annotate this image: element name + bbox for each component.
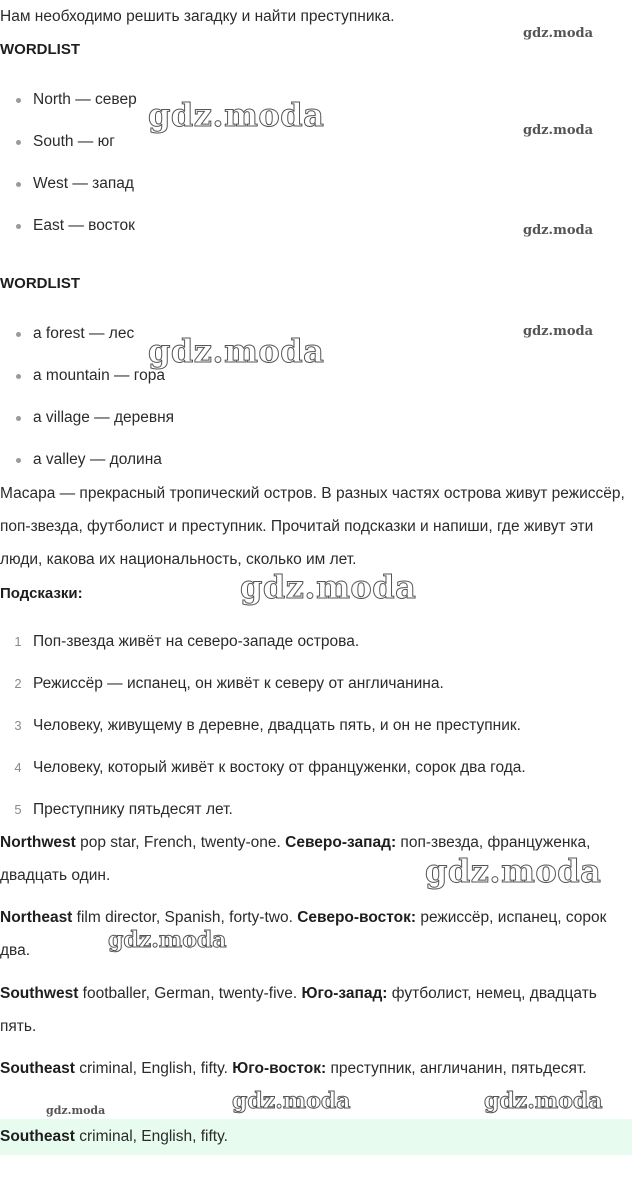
watermark: gdz.moda bbox=[240, 568, 417, 606]
watermark: gdz.moda bbox=[484, 1088, 603, 1114]
answer-paragraph: Northwest pop star, French, twenty-one. Северо-запад: поп-звезда, француженка, двадцать один. bbox=[0, 834, 591, 884]
bullet-icon bbox=[16, 458, 21, 463]
watermark: gdz.moda bbox=[148, 96, 325, 134]
task-text: Масара — прекрасный тропический остров. В разных частях острова живут режиссёр, поп-звезда, футболист и преступник. Прочитай подсказки и напиши, где живут эти люди, какова их национальность, сколько им лет. bbox=[0, 485, 625, 568]
watermark: gdz.moda bbox=[523, 324, 594, 339]
wordlist-heading-1: WORDLIST bbox=[0, 41, 80, 58]
watermark: gdz.moda bbox=[46, 1104, 106, 1117]
bullet-icon bbox=[16, 140, 21, 145]
answer-paragraph: Southwest footballer, German, twenty-five. Юго-запад: футболист, немец, двадцать пять. bbox=[0, 985, 597, 1035]
bullet-icon bbox=[16, 224, 21, 229]
watermark: gdz.moda bbox=[523, 223, 594, 238]
wordlist-heading-2: WORDLIST bbox=[0, 275, 80, 292]
watermark: gdz.moda bbox=[232, 1088, 351, 1114]
answer-paragraph: Southeast criminal, English, fifty. Юго-восток: преступник, англичанин, пятьдесят. bbox=[0, 1060, 587, 1077]
clues-heading: Подсказки: bbox=[0, 585, 83, 602]
bullet-icon bbox=[16, 98, 21, 103]
bullet-icon bbox=[16, 182, 21, 187]
bullet-icon bbox=[16, 416, 21, 421]
answer-paragraph: Northeast film director, Spanish, forty-two. Северо-восток: режиссёр, испанец, сорок два. bbox=[0, 909, 607, 959]
watermark: gdz.moda bbox=[425, 852, 602, 890]
bullet-icon bbox=[16, 374, 21, 379]
highlighted-answer: Southeast criminal, English, fifty. bbox=[0, 1119, 632, 1155]
watermark: gdz.moda bbox=[108, 927, 227, 953]
bullet-icon bbox=[16, 332, 21, 337]
watermark: gdz.moda bbox=[523, 123, 594, 138]
intro-text: Нам необходимо решить загадку и найти преступника. bbox=[0, 8, 395, 25]
watermark: gdz.moda bbox=[148, 332, 325, 370]
solution-page: Нам необходимо решить загадку и найти преступника. WORDLIST North — север South — юг West — запад East — восток WORDLIST a forest — лес a mountain — гора a village — деревня a valley — долина Масара — прекрасный тропический остров. В разных частях острова живут режиссёр, поп-звезда, футболист и преступник. Прочитай подсказки и напиши, где живут эти люди, какова их национальность, сколько им лет. Подсказки: 1 Поп-звезда живёт на северо-западе острова. 2 Режиссёр — испанец, он живёт к северу от англичанина. 3 Человеку, живущему в деревне, двадцать пять, и он не преступник. 4 Человеку, который живёт к востоку от француженки, сорок два года. 5 Преступнику пятьдесят лет. Northwest pop star, French, twenty-one. Северо-запад: поп-звезда, француженка, двадцать один. Northeast film director, Spanish, forty-two. Северо-восток: режиссёр, испанец, сорок два. Southwest footballer, German, twenty-five. Юго-запад: футболист, немец, двадцать пять. Southeast criminal, English, fifty. Юго-восток: преступник, англичанин, пятьдесят. Southeast criminal, English, fifty. gdz.moda gdz.moda gdz.moda gdz.moda gdz.moda gdz.moda gdz.moda gdz.moda gdz.moda gdz.moda gdz.moda gdz.moda bbox=[0, 0, 632, 1189]
watermark: gdz.moda bbox=[523, 26, 594, 41]
